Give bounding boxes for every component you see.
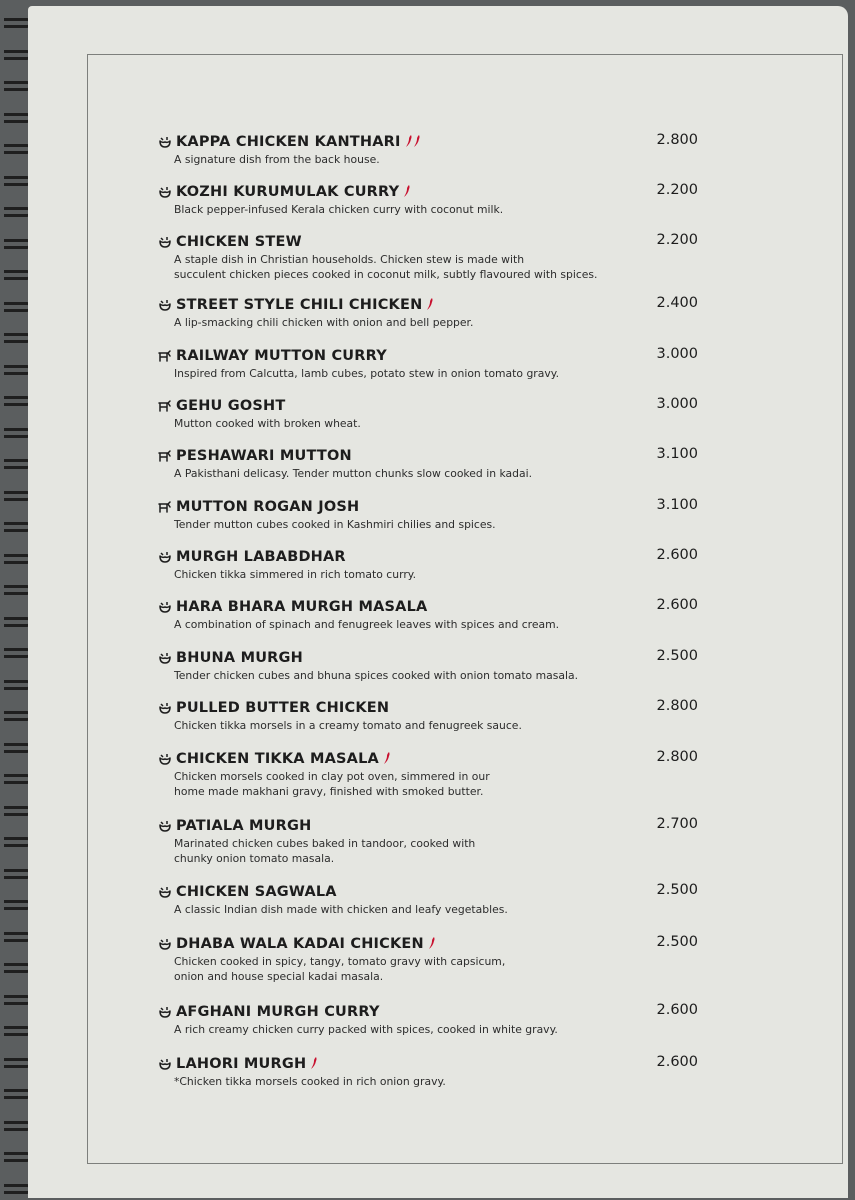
dish-description: A rich creamy chicken curry packed with spices, cooked in white gravy. <box>174 1023 558 1036</box>
chicken-icon <box>158 298 172 312</box>
dish-price: 2.400 <box>656 295 698 311</box>
dish-name: KOZHI KURUMULAK CURRY <box>176 184 400 200</box>
dish-name: KAPPA CHICKEN KANTHARI <box>176 134 401 150</box>
chicken-icon <box>158 937 172 951</box>
chicken-icon <box>158 885 172 899</box>
dish-price: 2.200 <box>656 182 698 198</box>
dish-price: 3.000 <box>656 396 698 412</box>
dish-price: 2.500 <box>656 882 698 898</box>
chicken-icon <box>158 701 172 715</box>
menu-item <box>158 698 698 733</box>
dish-name: LAHORI MURGH <box>176 1056 307 1072</box>
goat-icon <box>158 399 172 413</box>
dish-name: CHICKEN STEW <box>176 234 302 250</box>
goat-icon <box>158 449 172 463</box>
menu-item <box>158 497 698 532</box>
menu-item <box>158 934 698 984</box>
chili-rating <box>426 296 434 315</box>
menu-item <box>158 547 698 582</box>
dish-price: 3.100 <box>656 446 698 462</box>
dish-price: 2.600 <box>656 1002 698 1018</box>
menu-item <box>158 232 698 282</box>
menu-item <box>158 295 698 330</box>
goat-icon <box>158 349 172 363</box>
dish-description: Tender chicken cubes and bhuna spices cooked with onion tomato masala. <box>174 669 579 682</box>
chicken-icon <box>158 185 172 199</box>
chili-icon <box>426 296 434 315</box>
chili-icon <box>310 1055 318 1074</box>
dish-name: MURGH LABABDHAR <box>176 549 346 565</box>
chili-icon <box>428 935 436 954</box>
chili-rating <box>428 935 436 954</box>
dish-name: PESHAWARI MUTTON <box>176 448 352 464</box>
dish-price: 2.600 <box>656 1054 698 1070</box>
menu-item <box>158 446 698 481</box>
menu-item <box>158 182 698 217</box>
chicken-icon <box>158 651 172 665</box>
chili-rating <box>383 750 391 769</box>
dish-price: 2.600 <box>656 597 698 613</box>
dish-price: 2.500 <box>656 648 698 664</box>
chili-icon <box>413 133 421 152</box>
dish-description: A Pakisthani delicasy. Tender mutton chunks slow cooked in kadai. <box>174 467 533 480</box>
chili-icon <box>405 133 413 152</box>
dish-description: A combination of spinach and fenugreek leaves with spices and cream. <box>174 618 560 631</box>
chili-icon <box>403 183 411 202</box>
dish-price: 2.600 <box>656 547 698 563</box>
dish-price: 3.100 <box>656 497 698 513</box>
dish-price: 3.000 <box>656 346 698 362</box>
dish-name: AFGHANI MURGH CURRY <box>176 1004 380 1020</box>
dish-name: CHICKEN SAGWALA <box>176 884 337 900</box>
menu-item <box>158 597 698 632</box>
goat-icon <box>158 500 172 514</box>
menu-item <box>158 749 698 799</box>
dish-name: STREET STYLE CHILI CHICKEN <box>176 297 423 313</box>
dish-description: Chicken morsels cooked in clay pot oven, simmered in our home made makhani gravy, finished with smoked butter. <box>174 770 490 798</box>
dish-description: Chicken tikka morsels in a creamy tomato and fenugreek sauce. <box>174 719 522 732</box>
dish-description: Chicken cooked in spicy, tangy, tomato gravy with capsicum, onion and house special kadai masala. <box>174 955 506 983</box>
dish-name: HARA BHARA MURGH MASALA <box>176 599 428 615</box>
chicken-icon <box>158 235 172 249</box>
menu-item <box>158 132 698 167</box>
menu-item <box>158 1054 698 1089</box>
dish-name: CHICKEN TIKKA MASALA <box>176 751 379 767</box>
chicken-icon <box>158 600 172 614</box>
chicken-icon <box>158 1057 172 1071</box>
chili-rating <box>405 133 421 152</box>
dish-description: A staple dish in Christian households. Chicken stew is made with succulent chicken pieces cooked in coconut milk, subtly flavoured with spices. <box>174 253 598 281</box>
dish-description: A signature dish from the back house. <box>174 153 380 166</box>
dish-price: 2.800 <box>656 132 698 148</box>
dish-description: Chicken tikka simmered in rich tomato curry. <box>174 568 417 581</box>
menu-item <box>158 882 698 917</box>
dish-price: 2.200 <box>656 232 698 248</box>
menu-item <box>158 346 698 381</box>
menu-item <box>158 648 698 683</box>
dish-description: *Chicken tikka morsels cooked in rich onion gravy. <box>174 1075 446 1088</box>
dish-description: Inspired from Calcutta, lamb cubes, potato stew in onion tomato gravy. <box>174 367 560 380</box>
menu-item <box>158 396 698 431</box>
dish-description: Mutton cooked with broken wheat. <box>174 417 361 430</box>
chicken-icon <box>158 135 172 149</box>
dish-name: GEHU GOSHT <box>176 398 286 414</box>
dish-price: 2.800 <box>656 698 698 714</box>
dish-description: Marinated chicken cubes baked in tandoor, cooked with chunky onion tomato masala. <box>174 837 476 865</box>
dish-name: RAILWAY MUTTON CURRY <box>176 348 387 364</box>
dish-description: A lip-smacking chili chicken with onion and bell pepper. <box>174 316 474 329</box>
chili-rating <box>403 183 411 202</box>
menu-item <box>158 1002 698 1037</box>
dish-name: PULLED BUTTER CHICKEN <box>176 700 390 716</box>
chili-icon <box>383 750 391 769</box>
dish-name: BHUNA MURGH <box>176 650 303 666</box>
dish-price: 2.800 <box>656 749 698 765</box>
dish-description: Tender mutton cubes cooked in Kashmiri chilies and spices. <box>174 518 496 531</box>
dish-price: 2.500 <box>656 934 698 950</box>
chicken-icon <box>158 752 172 766</box>
dish-name: MUTTON ROGAN JOSH <box>176 499 360 515</box>
dish-description: A classic Indian dish made with chicken and leafy vegetables. <box>174 903 508 916</box>
chili-rating <box>310 1055 318 1074</box>
chicken-icon <box>158 550 172 564</box>
dish-description: Black pepper-infused Kerala chicken curry with coconut milk. <box>174 203 504 216</box>
dish-price: 2.700 <box>656 816 698 832</box>
chicken-icon <box>158 819 172 833</box>
menu-item <box>158 816 698 866</box>
chicken-icon <box>158 1005 172 1019</box>
dish-name: DHABA WALA KADAI CHICKEN <box>176 936 424 952</box>
dish-name: PATIALA MURGH <box>176 818 312 834</box>
